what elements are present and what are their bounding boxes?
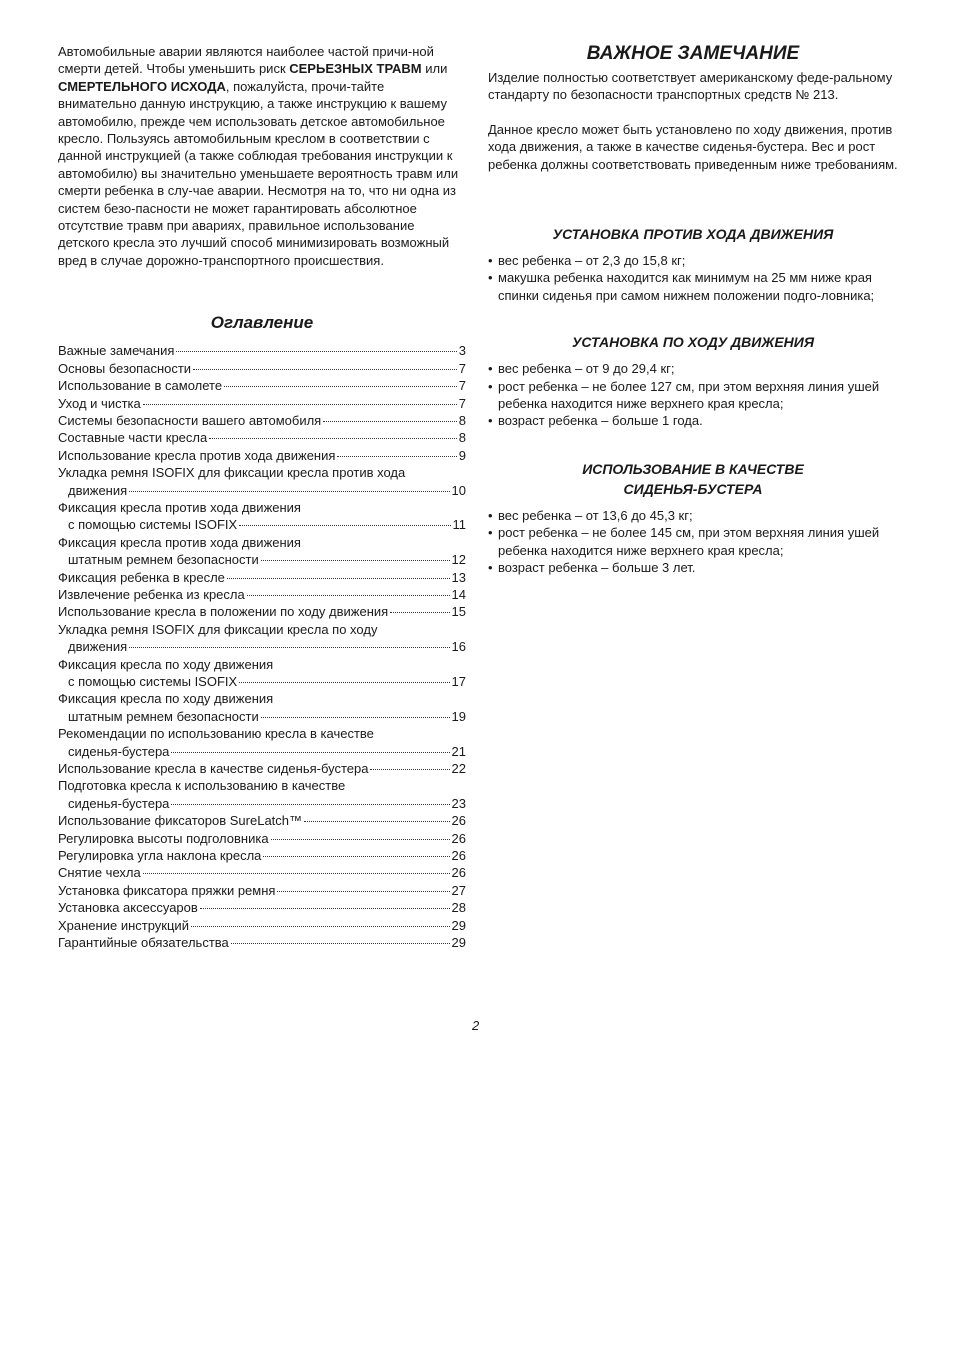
- toc-entry-title: Регулировка угла наклона кресла: [58, 848, 262, 864]
- toc-dot-leader: [261, 560, 450, 561]
- toc-row: [58, 395, 466, 412]
- toc-row: [58, 882, 466, 899]
- right-column: [488, 43, 898, 577]
- toc-row: [58, 847, 466, 864]
- toc-row: [58, 864, 466, 881]
- toc-page-number: 16: [451, 639, 466, 655]
- intro-bold-1: СЕРЬЕЗНЫХ ТРАВМ: [289, 61, 422, 77]
- toc-page-number: 21: [451, 743, 466, 759]
- table-of-contents: [58, 342, 466, 951]
- toc-entry[interactable]: [58, 690, 466, 725]
- intro-text-1: Автомобильные аварии являются наиболее частой причи-ной смерти детей. Чтобы уменьшить риск: [58, 44, 434, 77]
- toc-row: [58, 708, 466, 725]
- toc-row-continued: [58, 621, 466, 638]
- toc-entry-title: Фиксация кресла против хода движения: [58, 499, 301, 515]
- toc-page-number: 22: [451, 761, 466, 777]
- toc-dot-leader: [337, 456, 456, 457]
- toc-dot-leader: [171, 752, 449, 753]
- toc-entry[interactable]: [58, 464, 466, 499]
- toc-row: [58, 342, 466, 359]
- toc-entry[interactable]: [58, 499, 466, 534]
- toc-row: [58, 743, 466, 760]
- toc-row: [58, 603, 466, 620]
- toc-row: [58, 377, 466, 394]
- toc-page-number: 26: [451, 830, 466, 846]
- toc-dot-leader: [370, 769, 449, 770]
- list-item: • вес ребенка – от 9 до 29,4 кг;: [488, 360, 898, 377]
- important-notice-title: ВАЖНОЕ ЗАМЕЧАНИЕ: [586, 43, 800, 64]
- rear-facing-heading: УСТАНОВКА ПРОТИВ ХОДА ДВИЖЕНИЯ: [552, 226, 834, 243]
- toc-entry[interactable]: [58, 917, 466, 934]
- toc-dot-leader: [271, 839, 450, 840]
- toc-entry-title: Регулировка высоты подголовника: [58, 830, 269, 846]
- toc-page-number: 26: [451, 848, 466, 864]
- toc-dot-leader: [200, 908, 450, 909]
- toc-entry-title: Укладка ремня ISOFIX для фиксации кресла по ходу: [58, 621, 378, 637]
- toc-dot-leader: [191, 926, 450, 927]
- toc-entry-title: штатным ремнем безопасности: [68, 552, 259, 568]
- toc-entry-title: Составные части кресла: [58, 430, 208, 446]
- forward-facing-heading: УСТАНОВКА ПО ХОДУ ДВИЖЕНИЯ: [571, 334, 815, 351]
- booster-list: [488, 507, 898, 577]
- toc-entry[interactable]: [58, 429, 466, 446]
- toc-entry[interactable]: [58, 830, 466, 847]
- toc-dot-leader: [129, 647, 449, 648]
- toc-row: [58, 934, 466, 951]
- toc-row: [58, 673, 466, 690]
- toc-entry-title: Фиксация кресла по ходу движения: [58, 656, 274, 672]
- toc-row-continued: [58, 656, 466, 673]
- toc-entry-title: Рекомендации по использованию кресла в качестве: [58, 726, 374, 742]
- toc-row: [58, 899, 466, 916]
- toc-page-number: 15: [451, 604, 466, 620]
- toc-row: [58, 586, 466, 603]
- toc-entry-title: Использование фиксаторов SureLatch™: [58, 813, 303, 829]
- toc-entry[interactable]: [58, 603, 466, 620]
- toc-dot-leader: [261, 717, 450, 718]
- toc-page-number: 29: [451, 935, 466, 951]
- toc-dot-leader: [224, 386, 457, 387]
- notice-paragraph-2: Данное кресло может быть установлено по ходу движения, против хода движения, а также в качестве сиденья-бустера. Вес и рост ребенка должны соответствовать приведенным ниже требованиям.: [488, 121, 898, 172]
- toc-page-number: 9: [458, 447, 466, 463]
- toc-entry-title: Фиксация ребенка в кресле: [58, 569, 225, 585]
- intro-bold-2: СМЕРТЕЛЬНОГО ИСХОДА: [58, 78, 226, 94]
- toc-entry-title: Снятие чехла: [58, 865, 141, 881]
- toc-dot-leader: [239, 525, 450, 526]
- toc-dot-leader: [193, 369, 457, 370]
- list-item: • возраст ребенка – больше 1 года.: [488, 412, 898, 429]
- toc-entry[interactable]: [58, 864, 466, 881]
- toc-row-continued: [58, 725, 466, 742]
- toc-entry[interactable]: [58, 621, 466, 656]
- toc-page-number: 12: [451, 552, 466, 568]
- toc-entry-title: Фиксация кресла по ходу движения: [58, 691, 274, 707]
- page-number: 2: [472, 1018, 480, 1033]
- toc-page-number: 27: [451, 882, 466, 898]
- toc-entry-title: Важные замечания: [58, 343, 175, 359]
- toc-page-number: 29: [451, 917, 466, 933]
- toc-page-number: 3: [458, 343, 466, 359]
- toc-title: Оглавление: [210, 313, 314, 333]
- toc-page-number: 17: [451, 674, 466, 689]
- toc-entry-title: с помощью системы ISOFIX: [68, 674, 238, 689]
- toc-dot-leader: [263, 856, 449, 857]
- toc-row: [58, 760, 466, 777]
- toc-dot-leader: [247, 595, 450, 596]
- toc-page-number: 26: [451, 865, 466, 881]
- toc-row: [58, 429, 466, 446]
- left-column: [58, 43, 466, 952]
- rear-facing-list: [488, 252, 898, 304]
- toc-entry-title: сиденья-бустера: [68, 743, 170, 759]
- toc-page-number: 10: [451, 482, 466, 498]
- toc-entry-title: Хранение инструкций: [58, 917, 189, 933]
- intro-paragraph: [58, 43, 466, 269]
- toc-entry[interactable]: [58, 760, 466, 777]
- toc-row: [58, 412, 466, 429]
- toc-page-number: 7: [458, 378, 466, 394]
- toc-entry-title: движения: [68, 639, 128, 655]
- toc-entry[interactable]: [58, 395, 466, 412]
- toc-entry[interactable]: [58, 447, 466, 464]
- toc-dot-leader: [323, 421, 457, 422]
- toc-entry[interactable]: [58, 777, 466, 812]
- list-item: • рост ребенка – не более 127 см, при этом верхняя линия ушей ребенка находится ниже верхнего края кресла;: [488, 378, 898, 413]
- forward-facing-list: [488, 360, 898, 430]
- toc-entry[interactable]: [58, 812, 466, 829]
- toc-entry-title: Установка аксессуаров: [58, 900, 198, 916]
- toc-page-number: 7: [458, 360, 466, 376]
- toc-entry[interactable]: [58, 882, 466, 899]
- toc-dot-leader: [209, 438, 457, 439]
- toc-entry[interactable]: [58, 847, 466, 864]
- toc-entry-title: Подготовка кресла к использованию в качестве: [58, 778, 346, 794]
- toc-entry[interactable]: [58, 899, 466, 916]
- toc-entry[interactable]: [58, 569, 466, 586]
- toc-entry-title: штатным ремнем безопасности: [68, 708, 259, 724]
- toc-entry-title: Извлечение ребенка из кресла: [58, 586, 245, 602]
- toc-entry[interactable]: [58, 656, 466, 691]
- toc-entry[interactable]: [58, 412, 466, 429]
- toc-entry-title: Гарантийные обязательства: [58, 935, 229, 951]
- toc-row: [58, 812, 466, 829]
- toc-page-number: 13: [451, 569, 466, 585]
- toc-row: [58, 795, 466, 812]
- toc-entry-title: движения: [68, 482, 128, 498]
- toc-entry-title: сиденья-бустера: [68, 795, 170, 811]
- toc-row-continued: [58, 464, 466, 481]
- toc-page-number: 11: [452, 517, 466, 533]
- toc-entry[interactable]: [58, 586, 466, 603]
- toc-row: [58, 516, 466, 533]
- list-item: • макушка ребенка находится как минимум на 25 мм ниже края спинки сиденья при самом нижнем положении подго-ловника;: [488, 269, 898, 304]
- booster-heading-line-2: СИДЕНЬЯ-БУСТЕРА: [623, 480, 763, 497]
- toc-entry-title: Фиксация кресла против хода движения: [58, 534, 301, 550]
- toc-page-number: 26: [451, 813, 466, 829]
- toc-page-number: 7: [458, 395, 466, 411]
- toc-entry[interactable]: [58, 534, 466, 569]
- toc-page-number: 8: [458, 430, 466, 446]
- toc-entry-title: Использование в самолете: [58, 378, 223, 394]
- toc-entry[interactable]: [58, 934, 466, 951]
- toc-entry[interactable]: [58, 342, 466, 359]
- toc-dot-leader: [176, 351, 456, 352]
- toc-row-continued: [58, 777, 466, 794]
- toc-dot-leader: [239, 682, 449, 683]
- toc-row: [58, 569, 466, 586]
- toc-row: [58, 360, 466, 377]
- toc-entry-title: Использование кресла в качестве сиденья-бустера: [58, 761, 369, 777]
- toc-dot-leader: [277, 891, 449, 892]
- toc-page-number: 23: [451, 795, 466, 811]
- toc-row: [58, 638, 466, 655]
- booster-heading: [488, 459, 898, 499]
- toc-dot-leader: [304, 821, 450, 822]
- toc-row-continued: [58, 499, 466, 516]
- list-item: • возраст ребенка – больше 3 лет.: [488, 559, 898, 576]
- toc-row: [58, 482, 466, 499]
- toc-entry-title: Установка фиксатора пряжки ремня: [58, 882, 276, 898]
- toc-dot-leader: [143, 404, 457, 405]
- toc-page-number: 14: [451, 586, 466, 602]
- intro-text-2: или: [421, 61, 448, 77]
- toc-entry-title: Основы безопасности: [58, 360, 192, 376]
- toc-entry[interactable]: [58, 377, 466, 394]
- list-item: • вес ребенка – от 2,3 до 15,8 кг;: [488, 252, 898, 269]
- toc-row-continued: [58, 534, 466, 551]
- toc-entry-title: Использование кресла в положении по ходу движения: [58, 604, 389, 620]
- list-item: • вес ребенка – от 13,6 до 45,3 кг;: [488, 507, 898, 524]
- toc-dot-leader: [129, 491, 449, 492]
- toc-page-number: 28: [451, 900, 466, 916]
- list-item: • рост ребенка – не более 145 см, при этом верхняя линия ушей ребенка находится ниже верхнего края кресла;: [488, 524, 898, 559]
- toc-entry-title: Использование кресла против хода движения: [58, 447, 336, 463]
- toc-entry-title: Системы безопасности вашего автомобиля: [58, 412, 322, 428]
- toc-dot-leader: [171, 804, 449, 805]
- toc-dot-leader: [231, 943, 450, 944]
- toc-row: [58, 551, 466, 568]
- toc-page-number: 8: [458, 412, 466, 428]
- toc-row-continued: [58, 690, 466, 707]
- toc-dot-leader: [390, 612, 449, 613]
- toc-entry[interactable]: [58, 360, 466, 377]
- notice-paragraph-1: Изделие полностью соответствует американскому феде-ральному стандарту по безопасности транспортных средств № 213.: [488, 70, 893, 103]
- booster-heading-line-1: ИСПОЛЬЗОВАНИЕ В КАЧЕСТВЕ: [582, 460, 804, 477]
- intro-text-3: , пожалуйста, прочи-тайте внимательно данную инструкцию, а также инструкцию к вашему автомобилю, прежде чем использовать детское автомобильное кресло. Пользуясь автомобильным креслом в соответствии с данной инструкцией (а также соблюдая требования инструкции к автомобилю) вы значительно уменьшаете вероятность травм или смерти ребенка в слу-чае аварии. Несмотря на то, что ни одна из систем безо-пасности не может гарантировать абсолютное отсутствие травм при авариях, правильное использование детского кресла это лучший способ минимизировать возможный вред в случае дорожно-транспортного происшествия.: [58, 78, 459, 268]
- toc-row: [58, 917, 466, 934]
- toc-row: [58, 830, 466, 847]
- toc-dot-leader: [143, 873, 450, 874]
- toc-row: [58, 447, 466, 464]
- toc-page-number: 19: [451, 708, 466, 724]
- toc-entry-title: Уход и чистка: [58, 395, 141, 411]
- toc-entry[interactable]: [58, 725, 466, 760]
- toc-dot-leader: [227, 578, 450, 579]
- toc-entry-title: Укладка ремня ISOFIX для фиксации кресла против хода: [58, 465, 406, 481]
- toc-entry-title: с помощью системы ISOFIX: [68, 517, 238, 533]
